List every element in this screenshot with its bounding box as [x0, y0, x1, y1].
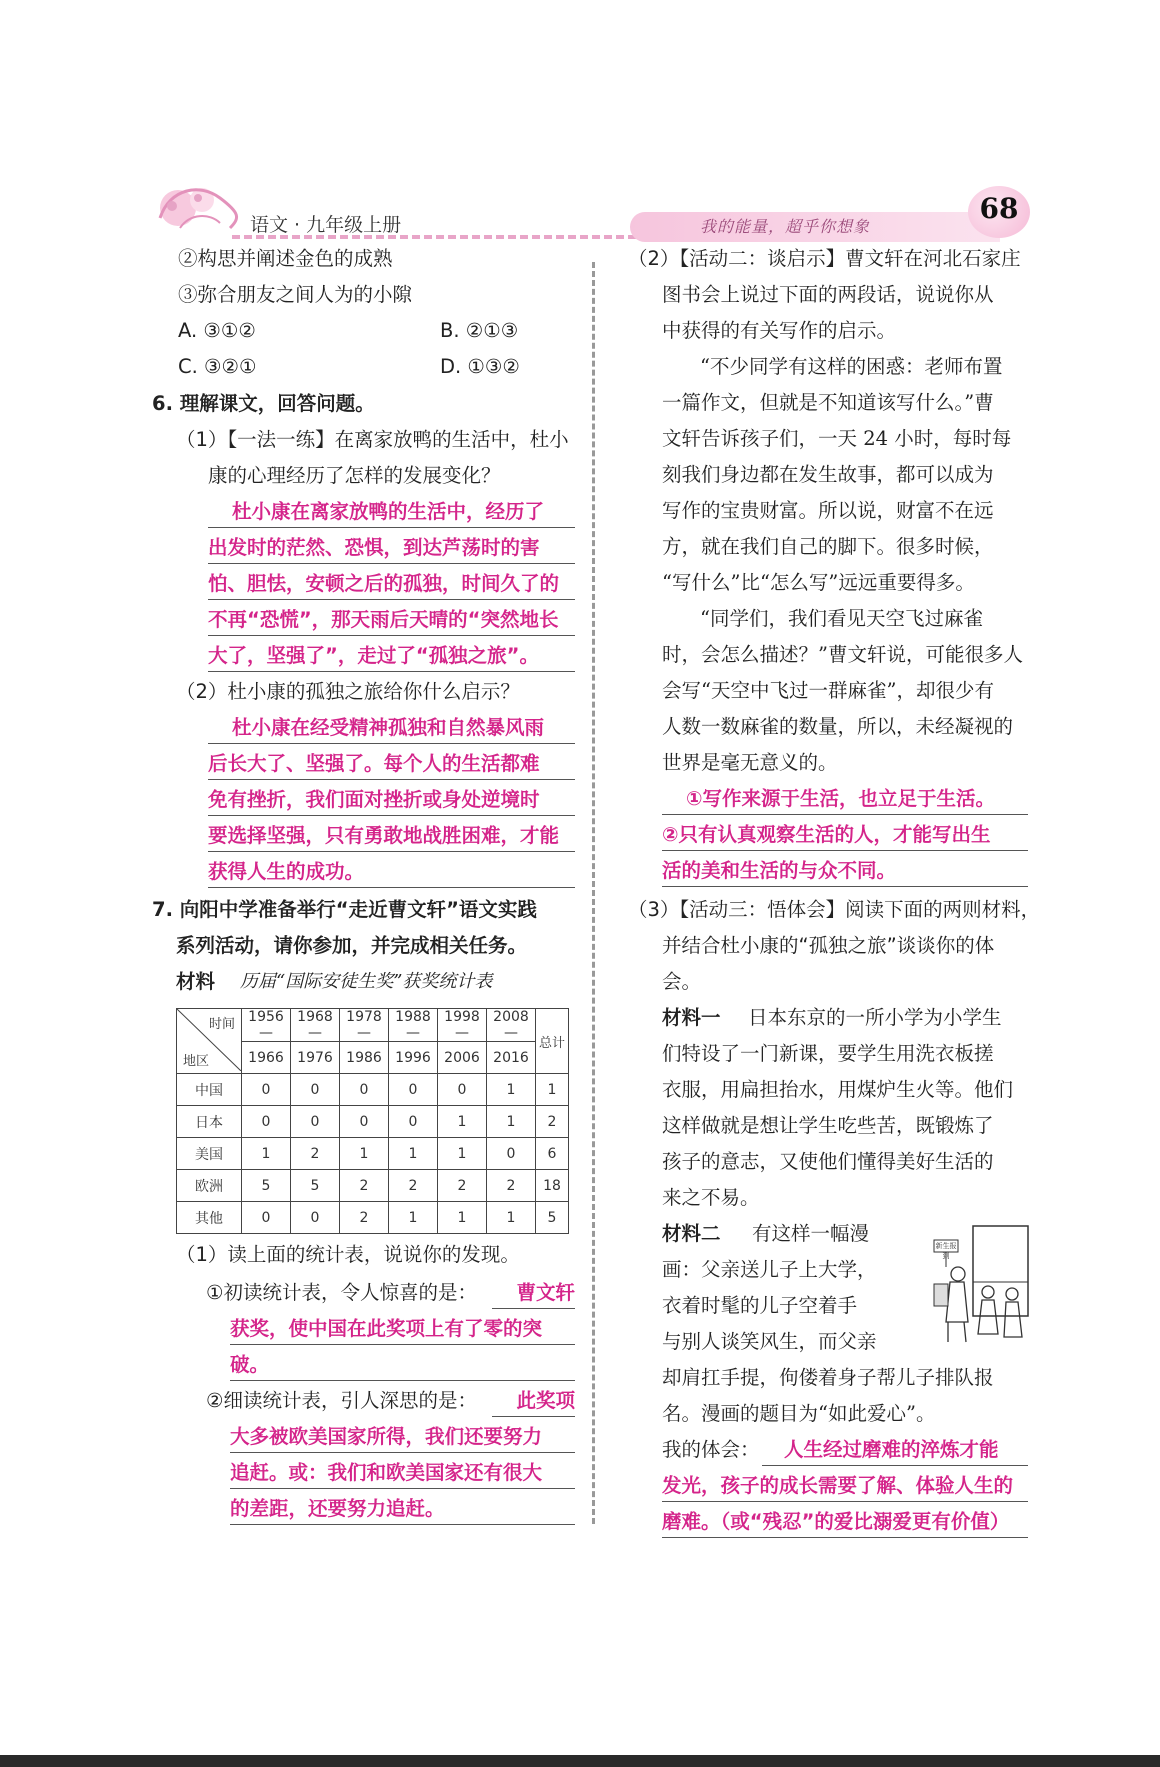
q7-1b-answer-line: 大多被欧美国家所得，我们还要努力: [230, 1422, 575, 1453]
material-caption: 历届“国际安徒生奖”获奖统计表: [240, 971, 493, 992]
floral-logo: [150, 178, 245, 244]
value-cell: 2: [291, 1138, 340, 1170]
value-cell: 5: [242, 1170, 291, 1202]
value-cell: 6: [536, 1138, 569, 1170]
material2-line: 与别人谈笑风生，而父亲: [662, 1330, 877, 1353]
book-title: 语文 · 九年级上册: [250, 214, 402, 236]
q2-answer-line: 活的美和生活的与众不同。: [662, 856, 1028, 887]
q6-2-answer-line: 杜小康在经受精神孤独和自然暴风雨: [208, 713, 575, 744]
q5-option-2: ②构思并阐述金色的成熟: [178, 247, 393, 270]
my-view-answer-line: 磨难。（或“残忍”的爱比溺爱更有价值）: [662, 1507, 1028, 1538]
q6-2-answer-line: 后长大了、坚强了。每个人的生活都难: [208, 749, 575, 780]
my-view-label: 我的体会：: [662, 1438, 760, 1461]
material2-line: 画：父亲送儿子上大学，: [662, 1258, 877, 1281]
corner-time-label: 时间: [208, 1017, 235, 1032]
region-cell: 欧洲: [177, 1170, 242, 1202]
q7-prompt-line1: 7. 向阳中学准备举行“走近曹文轩”语文实践: [152, 898, 537, 921]
award-stats-table: [176, 1008, 569, 1234]
material2-label: 材料二: [662, 1222, 721, 1245]
value-cell: 2: [389, 1170, 438, 1202]
q2-prompt-line: （2）【活动二：谈启示】曹文轩在河北石家庄: [628, 247, 1021, 270]
quote1-line: 刻我们身边都在发生故事，都可以成为: [662, 463, 994, 486]
value-cell: 1: [438, 1202, 487, 1234]
q7-1b-answer-line: 追赶。或：我们和欧美国家还有很大: [230, 1458, 575, 1489]
period-end: 1986: [340, 1042, 389, 1074]
period-end: 1996: [389, 1042, 438, 1074]
value-cell: 5: [291, 1170, 340, 1202]
period-start: 1998—: [438, 1009, 487, 1042]
page-number: 68: [979, 192, 1019, 225]
value-cell: 2: [340, 1170, 389, 1202]
quote2-line: 人数一数麻雀的数量，所以，未经凝视的: [662, 715, 1014, 738]
material1-line: 衣服，用扁担抬水，用煤炉生火等。他们: [662, 1078, 1014, 1101]
material2-line: 衣着时髦的儿子空着手: [662, 1294, 858, 1317]
q6-1-answer-line: 出发时的茫然、恐惧，到达芦荡时的害: [208, 533, 575, 564]
value-cell: 1: [438, 1106, 487, 1138]
q6-2-answer-line: 获得人生的成功。: [208, 857, 575, 888]
region-cell: 美国: [177, 1138, 242, 1170]
value-cell: 1: [389, 1138, 438, 1170]
table-row: [177, 1202, 569, 1234]
quote1-line: “写什么”比“怎么写”远远重要得多。: [662, 571, 975, 594]
value-cell: 0: [291, 1106, 340, 1138]
q7-1a-answer-line: 曹文轩: [492, 1278, 575, 1309]
value-cell: 0: [340, 1074, 389, 1106]
material1-line: 这样做就是想让学生吃些苦，既锻炼了: [662, 1114, 994, 1137]
value-cell: 2: [340, 1202, 389, 1234]
region-cell: 中国: [177, 1074, 242, 1106]
header-divider: [232, 235, 684, 239]
value-cell: 1: [536, 1074, 569, 1106]
quote1-line: 方，就在我们自己的脚下。很多时候，: [662, 535, 994, 558]
value-cell: 18: [536, 1170, 569, 1202]
material1-line: 们特设了一门新课，要学生用洗衣板搓: [662, 1042, 994, 1065]
q2-answer-line: ②只有认真观察生活的人，才能写出生: [662, 820, 1028, 851]
q6-1-answer-line: 怕、胆怯，安顿之后的孤独，时间久了的: [208, 569, 575, 600]
q7-1b-answer-line: 此奖项: [492, 1386, 575, 1417]
header-slogan: 我的能量，超乎你想象: [700, 217, 871, 236]
q7-1-prompt: （1）读上面的统计表，说说你的发现。: [176, 1243, 520, 1266]
value-cell: 1: [487, 1106, 536, 1138]
q7-1a-prefix: ①初读统计表，令人惊喜的是：: [206, 1281, 477, 1304]
corner-region-label: 地区: [183, 1054, 210, 1069]
q2-prompt-line: 图书会上说过下面的两段话，说说你从: [662, 283, 994, 306]
q7-1b-prefix: ②细读统计表，引人深思的是：: [206, 1389, 477, 1412]
quote1-line: 一篇作文，但就是不知道该写什么。”曹: [662, 391, 994, 414]
quote1-line: 写作的宝贵财富。所以说，财富不在远: [662, 499, 994, 522]
q6-1-answer-line: 大了，坚强了”，走过了“孤独之旅”。: [208, 641, 575, 672]
q6-2-answer-line: 要选择坚强，只有勇敢地战胜困难，才能: [208, 821, 575, 852]
cartoon-illustration: [928, 1222, 1030, 1348]
q2-prompt-line: 中获得的有关写作的启示。: [662, 319, 897, 342]
q6-1-prompt-line1: （1）【一法一练】在离家放鸭的生活中，杜小: [176, 428, 569, 451]
material-label: 材料: [176, 970, 216, 993]
value-cell: 1: [487, 1074, 536, 1106]
q7-1a-answer-line: 破。: [230, 1350, 575, 1381]
material1-label: 材料一: [662, 1006, 721, 1029]
cartoon-sign-text: 新生报到: [935, 1242, 957, 1260]
choice-a: A. ③①②: [178, 319, 256, 342]
material1-line: 孩子的意志，又使他们懂得美好生活的: [662, 1150, 994, 1173]
total-header: 总计: [536, 1009, 569, 1074]
value-cell: 0: [242, 1202, 291, 1234]
table-corner-cell: [177, 1009, 242, 1074]
q6-title: 6. 理解课文，回答问题。: [152, 392, 375, 415]
quote2-line: “同学们，我们看见天空飞过麻雀: [700, 607, 983, 630]
material2-line: 却肩扛手提，佝偻着身子帮儿子排队报: [662, 1366, 994, 1389]
value-cell: 2: [438, 1170, 487, 1202]
my-view-answer-line: 发光，孩子的成长需要了解、体验人生的: [662, 1471, 1028, 1502]
material2-line: 名。漫画的题目为“如此爱心”。: [662, 1402, 936, 1425]
my-view-answer-line: 人生经过磨难的淬炼才能: [762, 1435, 1028, 1466]
period-end: 1976: [291, 1042, 340, 1074]
table-row: [177, 1106, 569, 1138]
q7-1b-answer-line: 的差距，还要努力追赶。: [230, 1494, 575, 1525]
table-row: [177, 1074, 569, 1106]
value-cell: 0: [389, 1074, 438, 1106]
value-cell: 0: [291, 1202, 340, 1234]
period-start: 1978—: [340, 1009, 389, 1042]
value-cell: 1: [487, 1202, 536, 1234]
value-cell: 2: [536, 1106, 569, 1138]
value-cell: 2: [487, 1170, 536, 1202]
period-end: 1966: [242, 1042, 291, 1074]
period-end: 2006: [438, 1042, 487, 1074]
value-cell: 0: [389, 1106, 438, 1138]
value-cell: 0: [438, 1074, 487, 1106]
choice-c: C. ③②①: [178, 355, 257, 378]
period-end: 2016: [487, 1042, 536, 1074]
value-cell: 0: [242, 1074, 291, 1106]
value-cell: 0: [340, 1106, 389, 1138]
value-cell: 1: [438, 1138, 487, 1170]
value-cell: 0: [291, 1074, 340, 1106]
material1-line: 日本东京的一所小学为小学生: [748, 1006, 1002, 1029]
q3-prompt-line: 并结合杜小康的“孤独之旅”谈谈你的体: [662, 934, 995, 957]
q7-prompt-line2: 系列活动，请你参加，并完成相关任务。: [176, 934, 528, 957]
choice-b: B. ②①③: [440, 319, 519, 342]
q6-1-answer-line: 杜小康在离家放鸭的生活中，经历了: [208, 497, 575, 528]
period-start: 1968—: [291, 1009, 340, 1042]
q6-2-prompt: （2）杜小康的孤独之旅给你什么启示？: [176, 680, 520, 703]
period-start: 1956—: [242, 1009, 291, 1042]
material1-line: 来之不易。: [662, 1186, 760, 1209]
bottom-edge-bar: [0, 1755, 1160, 1767]
region-cell: 日本: [177, 1106, 242, 1138]
value-cell: 5: [536, 1202, 569, 1234]
quote2-line: 世界是毫无意义的。: [662, 751, 838, 774]
table-row: [177, 1138, 569, 1170]
q2-answer-line: ①写作来源于生活，也立足于生活。: [662, 784, 1028, 815]
quote1-line: 文轩告诉孩子们，一天 24 小时，每时每: [662, 427, 1012, 450]
material2-line: 有这样一幅漫: [752, 1222, 870, 1245]
quote2-line: 会写“天空中飞过一群麻雀”，却很少有: [662, 679, 994, 702]
q6-1-answer-line: 不再“恐慌”，那天雨后天晴的“突然地长: [208, 605, 575, 636]
value-cell: 1: [340, 1138, 389, 1170]
region-cell: 其他: [177, 1202, 242, 1234]
q3-prompt-line: （3）【活动三：悟体会】阅读下面的两则材料，: [628, 898, 1041, 921]
choice-d: D. ①③②: [440, 355, 520, 378]
q6-1-prompt-line2: 康的心理经历了怎样的发展变化？: [208, 464, 501, 487]
quote1-line: “不少同学有这样的困惑：老师布置: [700, 355, 1003, 378]
quote2-line: 时，会怎么描述？”曹文轩说，可能很多人: [662, 643, 1023, 666]
value-cell: 0: [242, 1106, 291, 1138]
q6-2-answer-line: 免有挫折，我们面对挫折或身处逆境时: [208, 785, 575, 816]
value-cell: 1: [242, 1138, 291, 1170]
column-divider: [592, 262, 595, 1524]
value-cell: 1: [389, 1202, 438, 1234]
q5-option-3: ③弥合朋友之间人为的小隙: [178, 283, 413, 306]
period-start: 1988—: [389, 1009, 438, 1042]
q7-1a-answer-line: 获奖，使中国在此奖项上有了零的突: [230, 1314, 575, 1345]
table-row: [177, 1170, 569, 1202]
period-start: 2008—: [487, 1009, 536, 1042]
value-cell: 0: [487, 1138, 536, 1170]
q3-prompt-line: 会。: [662, 970, 702, 993]
